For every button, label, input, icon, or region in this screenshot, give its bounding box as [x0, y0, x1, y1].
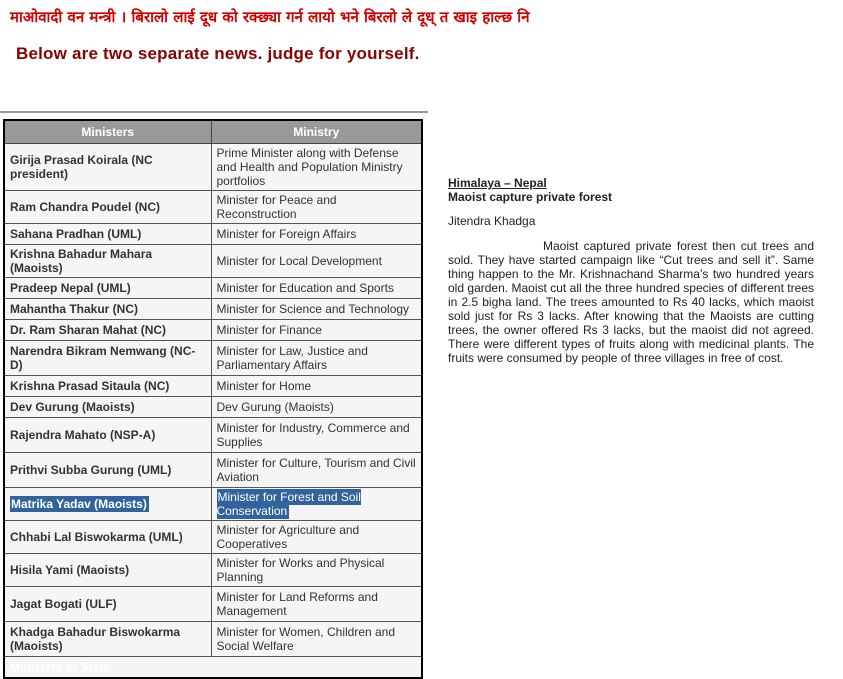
news-article: [448, 176, 814, 365]
minister-cell: Sahana Pradhan (UML): [4, 224, 211, 245]
table-row: [4, 191, 422, 224]
ministry-cell: Minister for Science and Technology: [211, 299, 422, 320]
table-row: [4, 144, 422, 191]
minister-cell: Mahantha Thakur (NC): [4, 299, 211, 320]
table-row: [4, 299, 422, 320]
minister-cell: Khadga Bahadur Biswokarma (Maoists): [4, 622, 211, 657]
minister-cell: Narendra Bikram Nemwang (NC-D): [4, 341, 211, 376]
nepali-header-line: माओवादी वन मन्त्री । बिरालो लाई दूध को रक्छ्या गर्न लायो भने बिरलो ले दूध् त खाइ हाल्छ नि: [10, 8, 530, 26]
table-row: [4, 397, 422, 418]
ministry-cell: Minister for Agriculture and Cooperatives: [211, 521, 422, 554]
ministry-cell: Minister for Foreign Affairs: [211, 224, 422, 245]
minister-cell: Krishna Bahadur Mahara (Maoists): [4, 245, 211, 278]
ministry-cell: Minister for Local Development: [211, 245, 422, 278]
minister-cell: [4, 488, 211, 521]
ministry-cell: Minister for Land Reforms and Management: [211, 587, 422, 622]
selected-text-highlight[interactable]: Minister for Forest and Soil Conservation: [216, 490, 361, 518]
ministry-cell: Dev Gurung (Maoists): [211, 397, 422, 418]
minister-cell: Prithvi Subba Gurung (UML): [4, 453, 211, 488]
table-row: [4, 622, 422, 657]
table-row: [4, 320, 422, 341]
table-row: [4, 224, 422, 245]
minister-cell: Pradeep Nepal (UML): [4, 278, 211, 299]
ministers-table-container: [3, 119, 421, 679]
minister-cell: Hisila Yami (Maoists): [4, 554, 211, 587]
ministry-cell: Minister for Law, Justice and Parliamentary Affairs: [211, 341, 422, 376]
minister-cell: Ram Chandra Poudel (NC): [4, 191, 211, 224]
table-row: [4, 587, 422, 622]
table-row: [4, 341, 422, 376]
article-body: Maoist captured private forest then cut trees and sold. They have started campaign like “Cut trees and sell it”. Same thing happen to the Mr. Krishnachand Sharma’s two hundred years old garden. Maoist cut all the three hundred species of different trees in 2.5 bigha land. The trees amounted to Rs 40 lacks, which maoist sold just for Rs 3 lacks. After knowing that the Maoists are cutting trees, the owner offered Rs 3 lacks, but the maoist did not agreed. There were different types of fruits along with medicinal plants. The fruits were consumed by people of three villages in free of cost.: [448, 239, 814, 365]
ministry-cell: Minister for Industry, Commerce and Supplies: [211, 418, 422, 453]
table-header-row: [4, 120, 422, 144]
horizontal-rule: [0, 111, 428, 113]
ministers-table: [3, 119, 423, 679]
table-row: [4, 376, 422, 397]
minister-cell: Dev Gurung (Maoists): [4, 397, 211, 418]
table-row: [4, 453, 422, 488]
table-row-selected: [4, 488, 422, 521]
ministry-cell: [211, 488, 422, 521]
minister-cell: Krishna Prasad Sitaula (NC): [4, 376, 211, 397]
ministry-cell: Minister for Women, Children and Social Welfare: [211, 622, 422, 657]
table-row: [4, 554, 422, 587]
minister-cell: Dr. Ram Sharan Mahat (NC): [4, 320, 211, 341]
table-row: [4, 245, 422, 278]
ministry-cell: Minister for Peace and Reconstruction: [211, 191, 422, 224]
table-row: [4, 418, 422, 453]
minister-cell: Jagat Bogati (ULF): [4, 587, 211, 622]
ministry-cell: Minister for Education and Sports: [211, 278, 422, 299]
ministry-cell: Minister for Works and Physical Planning: [211, 554, 422, 587]
ministry-cell: Minister for Finance: [211, 320, 422, 341]
table-row: [4, 521, 422, 554]
article-subtitle: Maoist capture private forest: [448, 190, 613, 204]
ministry-cell: Prime Minister along with Defense and Health and Population Ministry portfolios: [211, 144, 422, 191]
minister-cell: Rajendra Mahato (NSP-A): [4, 418, 211, 453]
article-title: Himalaya – Nepal: [448, 176, 547, 190]
minister-cell: Girija Prasad Koirala (NC president): [4, 144, 211, 191]
column-header-ministers: Ministers: [4, 120, 211, 144]
section-header-cell: Ministers of State: [4, 657, 422, 679]
selected-text-highlight[interactable]: Matrika Yadav (Maoists): [11, 497, 147, 511]
ministry-cell: Minister for Home: [211, 376, 422, 397]
table-row: [4, 278, 422, 299]
section-header-row: [4, 657, 422, 679]
minister-cell: Chhabi Lal Biswokarma (UML): [4, 521, 211, 554]
column-header-ministry: Ministry: [211, 120, 422, 144]
ministry-cell: Minister for Culture, Tourism and Civil Aviation: [211, 453, 422, 488]
page-headline: Below are two separate news. judge for yourself.: [16, 44, 420, 63]
article-byline: Jitendra Khadga: [448, 214, 536, 228]
